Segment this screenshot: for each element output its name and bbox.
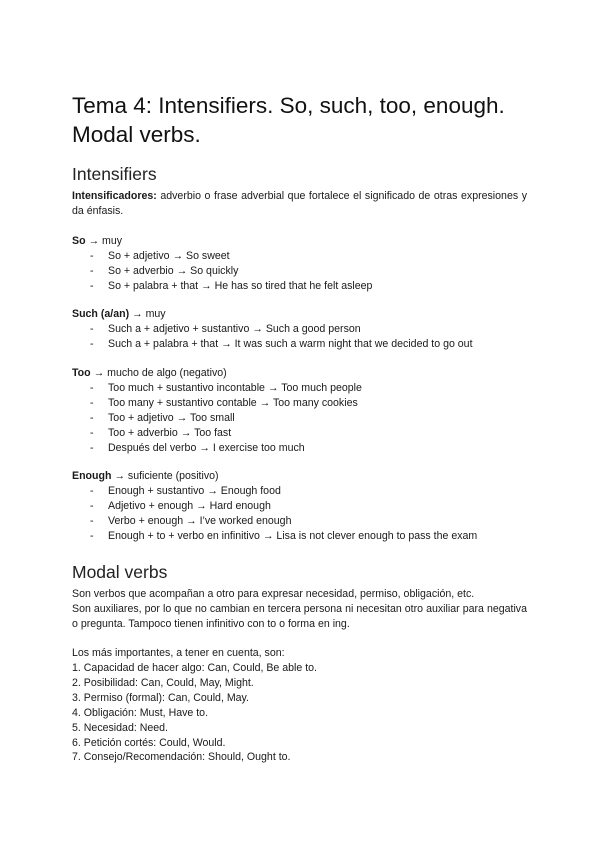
- list-item: 3. Permiso (formal): Can, Could, May.: [72, 691, 250, 704]
- list-item: - Such a + adjetivo + sustantivo → Such a good person: [72, 322, 473, 337]
- modal-list-intro: Los más importantes, a tener en cuenta, son:: [72, 647, 285, 659]
- list-item: 2. Posibilidad: Can, Could, May, Might.: [72, 676, 254, 689]
- list-item: - Such a + palabra + that → It was such a warm night that we decided to go out: [72, 337, 473, 352]
- intensifiers-definition: [72, 189, 527, 219]
- list-item: - Adjetivo + enough → Hard enough: [72, 499, 477, 514]
- list-item: - So + adjetivo → So sweet: [72, 249, 372, 264]
- list-item: 6. Petición cortés: Could, Would.: [72, 736, 226, 749]
- too-word: Too: [72, 367, 91, 379]
- list-item: - Too + adverbio → Too fast: [72, 426, 362, 441]
- enough-heading: [72, 469, 219, 484]
- definition-text: adverbio o frase adverbial que fortalece el significado de otras expresiones y da énfasis.: [72, 190, 527, 217]
- list-item: 5. Necesidad: Need.: [72, 721, 168, 734]
- list-item: - Enough + to + verbo en infinitivo → Lisa is not clever enough to pass the exam: [72, 529, 477, 544]
- so-heading: [72, 234, 122, 249]
- list-item: - So + palabra + that → He has so tired that he felt asleep: [72, 279, 372, 294]
- enough-list: [72, 484, 477, 544]
- list-item: - Too much + sustantivo incontable → Too much people: [72, 381, 362, 396]
- document-title: Tema 4: Intensifiers. So, such, too, enough. Modal verbs.: [72, 93, 505, 147]
- enough-word: Enough: [72, 470, 112, 482]
- section-heading-intensifiers: Intensifiers: [72, 164, 157, 184]
- such-list: [72, 322, 473, 352]
- too-meaning: → mucho de algo (negativo): [90, 367, 227, 379]
- list-item: 7. Consejo/Recomendación: Should, Ought to.: [72, 751, 291, 764]
- list-item: - Too many + sustantivo contable → Too many cookies: [72, 396, 362, 411]
- list-item: - Verbo + enough → I’ve worked enough: [72, 514, 477, 529]
- such-heading: [72, 307, 166, 322]
- too-list: [72, 381, 362, 456]
- too-heading: [72, 366, 227, 381]
- such-word: Such (a/an): [72, 308, 130, 320]
- list-item: 4. Obligación: Must, Have to.: [72, 706, 209, 719]
- modal-paragraph-2: Son auxiliares, por lo que no cambian en tercera persona ni necesitan otro auxiliar para negativa o pregunta. Tampoco tienen infinitivo con to o forma en ing.: [72, 603, 527, 630]
- modal-paragraph-1: Son verbos que acompañan a otro para expresar necesidad, permiso, obligación, etc.: [72, 588, 475, 600]
- modal-verbs-list: [72, 661, 317, 765]
- list-item: - So + adverbio → So quickly: [72, 264, 372, 279]
- enough-meaning: → suficiente (positivo): [111, 470, 219, 482]
- list-item: 1. Capacidad de hacer algo: Can, Could, Be able to.: [72, 662, 317, 674]
- so-list: [72, 249, 372, 294]
- such-meaning: → muy: [129, 308, 166, 320]
- so-word: So: [72, 235, 86, 247]
- section-heading-modal-verbs: Modal verbs: [72, 562, 168, 582]
- list-item: - Después del verbo → I exercise too much: [72, 441, 362, 456]
- so-meaning: → muy: [85, 235, 123, 247]
- definition-label: Intensificadores:: [72, 190, 157, 202]
- list-item: - Too + adjetivo → Too small: [72, 411, 362, 426]
- list-item: - Enough + sustantivo → Enough food: [72, 484, 477, 499]
